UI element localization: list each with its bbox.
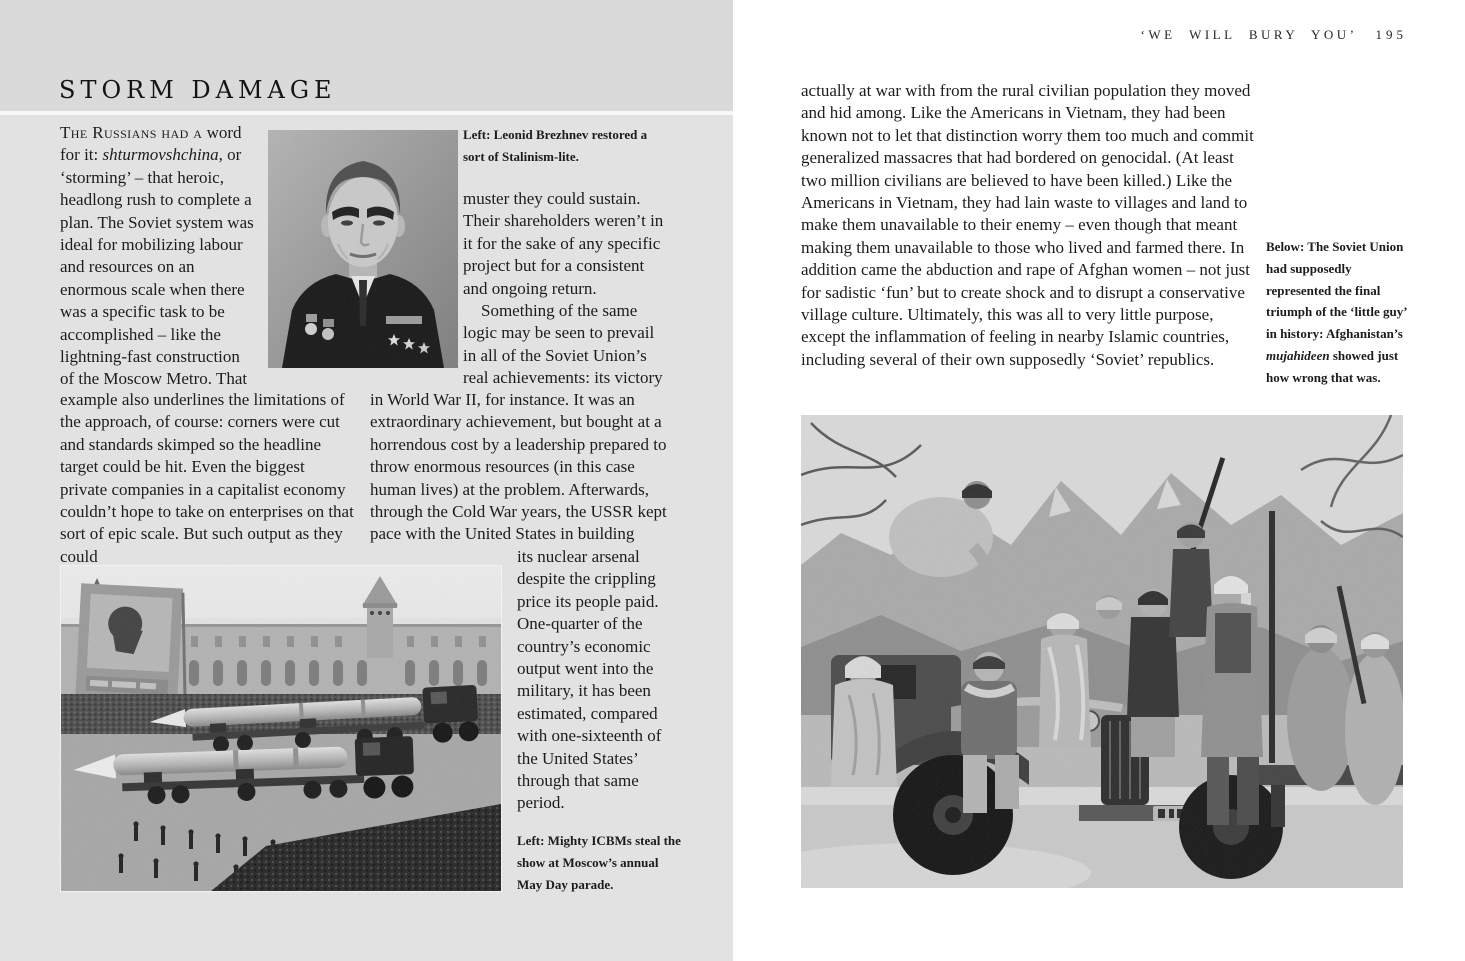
column-1-continued: example also underlines the limitations of the approach, of course: corners were cut and standards skimped so the headline target could be hit. Even the biggest private companies in a capitalist economy couldn’t hope to take on enterprises on that sort of epic scale. But such output as they could: [60, 390, 354, 566]
margin-caption: [1266, 236, 1418, 389]
margin-caption-after: showed just how wrong that was.: [1266, 347, 1399, 385]
parade-caption: Left: Mighty ICBMs steal the show at Moscow’s annual May Day parade.: [517, 833, 681, 892]
intro-rest: , or ‘storming’ – that heroic, headlong rush to complete a plan. The Soviet system was ideal for mobilizing labour and resources on an enormous scale when there was a specific task to be accomplished – like the lightning-fast construction of the Moscow Metro. That: [60, 145, 254, 389]
parade-illustration: [61, 566, 501, 891]
column-2-paragraph-1: muster they could sustain. Their shareholders weren’t in it for the sake of any specific project but for a consistent and ongoing return.: [463, 189, 664, 298]
right-page: [733, 0, 1465, 961]
column-2-continued: in World War II, for instance. It was an extraordinary achievement, but bought at a horrendous cost by a leadership prepared to throw enormous resources (in this case human lives) at the problem. Afterwards, through the Cold War years, the USSR kept pace with the United States in building: [370, 390, 667, 544]
column-3-text: its nuclear arsenal despite the crippling price its people paid. One-quarter of the country’s economic output went into the military, it has been estimated, compared with one-sixteenth of the United States’ through that same period.: [517, 547, 662, 813]
brezhnev-portrait-photo: [268, 130, 458, 368]
brezhnev-caption: Left: Leonid Brezhnev restored a sort of Stalinism-lite.: [463, 127, 648, 164]
intro-paragraph: [60, 122, 258, 391]
running-head: [1141, 27, 1407, 43]
running-head-title: ‘WE WILL BURY YOU’: [1140, 27, 1358, 42]
margin-caption-before: Below: The Soviet Union had supposedly represented the final triumph of the ‘little guy’ in history: Afghanistan’s: [1266, 239, 1407, 342]
main-paragraph: actually at war with from the rural civilian population they moved and hid among. Like the Americans in Vietnam, they had been known not to let that distinction worry them too much and commit generalized massacres that had bordered on genocidal. (At least two million civilians are believed to have been killed.) Like the Americans in Vietnam, they had lain waste to villages and land to make them unavailable to their enemy – even though that meant making them unavailable to those who lived and farmed there. In addition came the abduction and rape of Afghan women – not just for sadistic ‘fun’ but to create shock and to disrupt a conservative village culture. Ultimately, this was all to very little purpose, except the inflammation of feeling in nearby Islamic countries, including several of their own supposedly ‘Soviet’ republics.: [801, 81, 1254, 369]
intro-small-caps: The Russians had a: [60, 123, 203, 142]
mujahideen-photo: [801, 415, 1403, 888]
margin-caption-italic-term: mujahideen: [1266, 347, 1330, 363]
parade-photo: [60, 565, 502, 892]
mujahideen-illustration: [801, 415, 1403, 888]
intro-italic-term: shturmovshchina: [102, 145, 219, 165]
intro-mid: word for it:: [60, 123, 242, 165]
section-title: STORM DAMAGE: [59, 76, 337, 104]
page-number: 195: [1375, 27, 1407, 42]
brezhnev-portrait-illustration: [268, 130, 458, 368]
column-2-paragraph-2: Something of the same logic may be seen to prevail in all of the Soviet Union’s real achievements: its victory: [463, 301, 663, 388]
column-2-text: [463, 188, 665, 390]
